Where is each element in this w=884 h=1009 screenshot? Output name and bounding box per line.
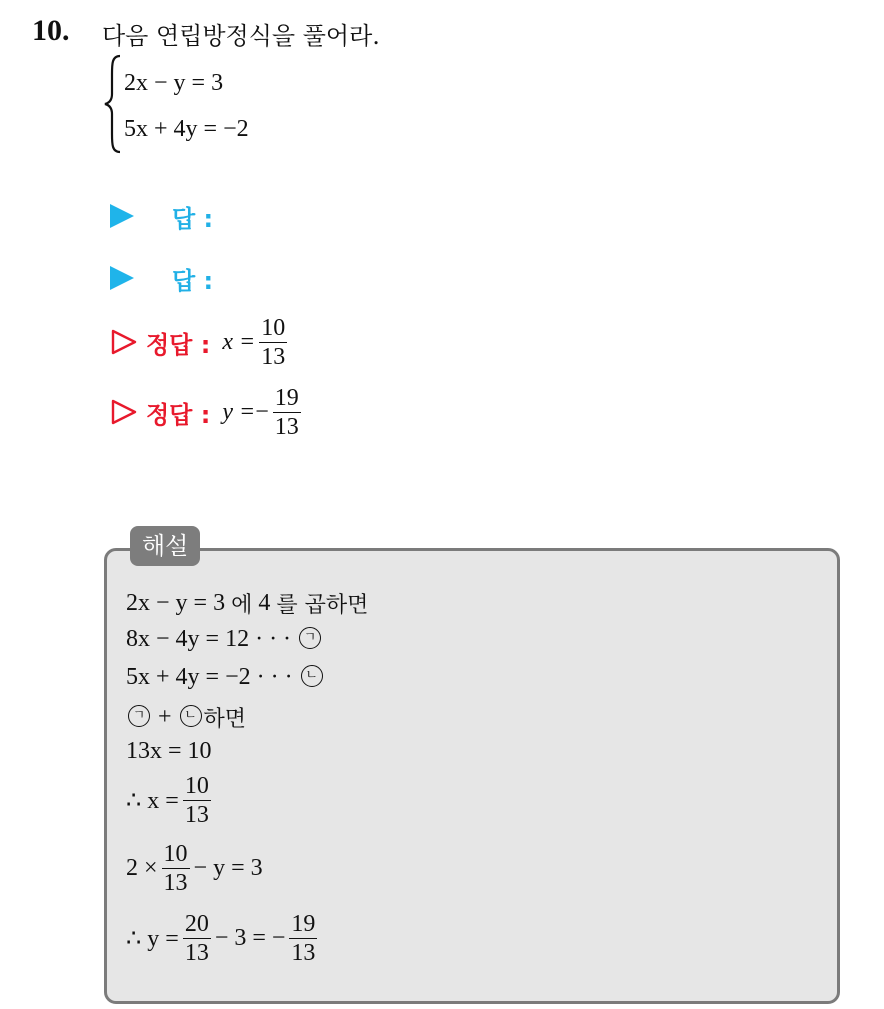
- lhs: ∴ y =: [126, 926, 179, 952]
- sign: −: [255, 398, 269, 425]
- circled-nieun-icon: ㄴ: [301, 665, 323, 687]
- solution-line-8: [126, 912, 321, 965]
- circled-nieun-icon: ㄴ: [180, 705, 202, 727]
- fraction: [273, 386, 301, 439]
- answer-label: 답 :: [172, 266, 214, 295]
- denominator: 13: [163, 870, 188, 896]
- korean-text: 하면: [203, 707, 247, 732]
- numerator: 19: [274, 384, 299, 411]
- correct-triangle-icon: [110, 398, 138, 426]
- fraction: [162, 842, 190, 895]
- answer-triangle-icon: [110, 266, 134, 290]
- left-brace-icon: [104, 54, 122, 154]
- middle: − 3 = −: [214, 925, 286, 951]
- correct-answer-1: [222, 316, 291, 369]
- multiplier: 4: [258, 590, 271, 616]
- lhs: y =: [222, 398, 256, 425]
- answer-triangle-icon: [110, 204, 134, 228]
- solution-line-6: [126, 774, 215, 827]
- denominator: 13: [261, 343, 286, 370]
- solution-line-5: 13x = 10: [126, 738, 212, 764]
- fraction: [289, 912, 317, 965]
- denominator: 13: [184, 802, 209, 828]
- correct-answer-2: [222, 386, 304, 439]
- equation: 8x − 4y = 12 · · ·: [126, 626, 292, 652]
- lhs: ∴ x =: [126, 788, 179, 814]
- answer-blank-row-1: [110, 196, 213, 236]
- denominator: 13: [184, 940, 209, 966]
- denominator: 13: [274, 413, 299, 440]
- fraction: [183, 912, 211, 965]
- system-equation-2: 5x + 4y = −2: [124, 116, 249, 142]
- equation: 2x − y = 3: [126, 590, 226, 616]
- rhs: − y = 3: [193, 855, 263, 881]
- question-prompt: 다음 연립방정식을 풀어라.: [102, 22, 380, 50]
- lhs: 2 ×: [126, 855, 158, 881]
- equation: 5x + 4y = −2 · · ·: [126, 664, 293, 690]
- circled-giyeok-icon: ㄱ: [299, 627, 321, 649]
- fraction: [259, 316, 287, 369]
- solution-line-7: [126, 842, 263, 895]
- fraction: [183, 774, 211, 827]
- explanation-tag: 해설: [130, 526, 200, 566]
- correct-answer-row-1: [110, 314, 291, 370]
- correct-triangle-icon: [110, 328, 138, 356]
- numerator: 10: [261, 314, 286, 341]
- korean-text: 에: [231, 593, 253, 618]
- lhs: x =: [222, 328, 256, 355]
- numerator: 19: [291, 911, 316, 937]
- plus: +: [158, 704, 172, 730]
- answer-blank-row-2: [110, 258, 213, 298]
- question-number: 10.: [32, 14, 70, 47]
- answer-label: 답 :: [172, 204, 214, 233]
- correct-label: 정답 :: [146, 400, 211, 429]
- numerator: 20: [184, 911, 209, 937]
- system-equation-1: 2x − y = 3: [124, 70, 224, 96]
- solution-line-4: [126, 702, 246, 733]
- korean-text: 를 곱하면: [276, 593, 369, 618]
- numerator: 10: [163, 841, 188, 867]
- circled-giyeok-icon: ㄱ: [128, 705, 150, 727]
- numerator: 10: [184, 773, 209, 799]
- solution-line-3: [126, 664, 325, 691]
- correct-label: 정답 :: [146, 330, 211, 359]
- solution-line-1: [126, 588, 368, 619]
- correct-answer-row-2: [110, 384, 305, 440]
- denominator: 13: [291, 940, 316, 966]
- solution-line-2: [126, 626, 323, 653]
